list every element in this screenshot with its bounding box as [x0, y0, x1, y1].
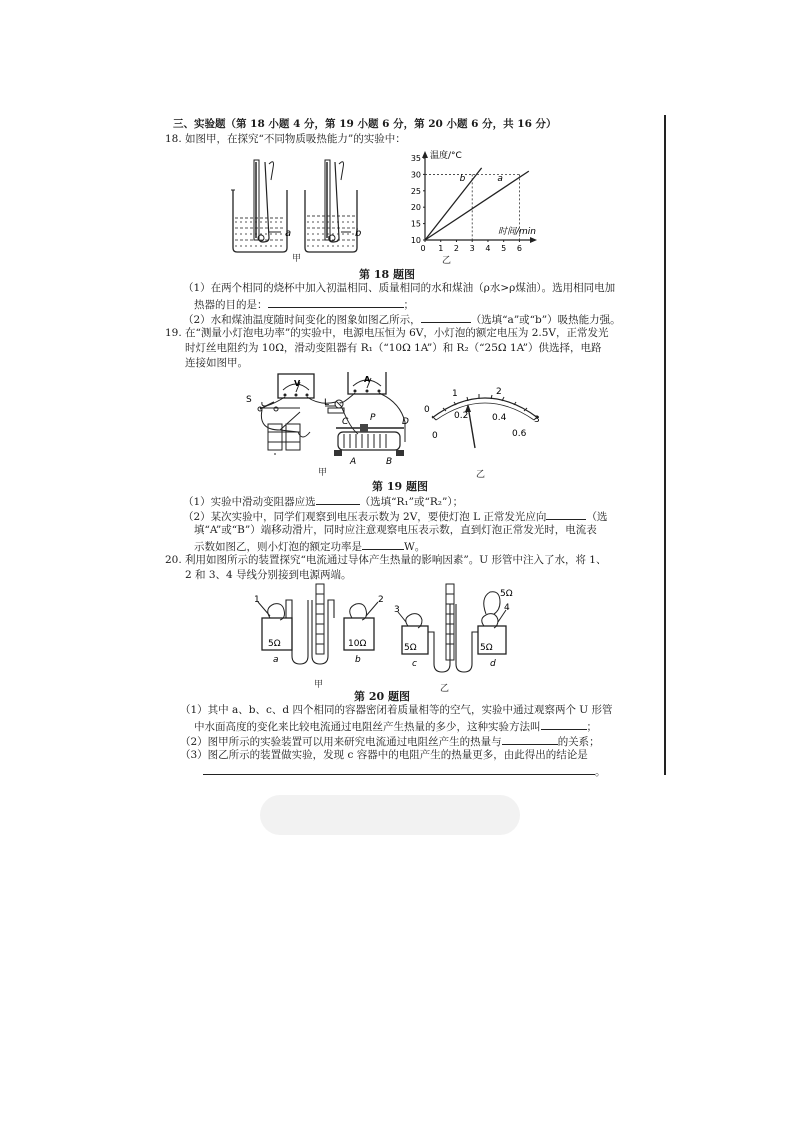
q20-p2-prefix: （2）图甲所示的实验装置可以用来研究电流通过电阻丝产生的热量与	[180, 736, 502, 748]
beaker-label-b: b	[355, 228, 362, 239]
q20-resistor-5c: 5Ω	[404, 643, 417, 653]
q19-p2-line2: 填“A”或“B”）端移动滑片，同时应注意观察电压表示数，直到灯泡正常发光时，电流表	[194, 524, 597, 536]
q19-circuit-figure	[240, 372, 430, 472]
q19-ammeter-dial	[420, 380, 550, 450]
q18-answer-blank-1[interactable]	[268, 296, 404, 308]
chart-x-arrow	[530, 237, 537, 243]
q20-answer-blank-3[interactable]	[203, 763, 595, 775]
q19-stem-line3: 连接如图甲。	[185, 357, 248, 369]
slider-p-label: P	[370, 413, 376, 423]
terminal-a-label: A	[350, 457, 357, 467]
q20-answer-blank-2[interactable]	[502, 733, 558, 745]
q20-p1-line1: （1）其中 a、b、c、d 四个相同的容器密闭着质量相等的空气，实验中通过观察两个 U 形管	[180, 704, 613, 716]
q20-wire-4: 4	[504, 603, 510, 613]
q19-answer-blank-1[interactable]	[316, 493, 360, 505]
dial-top-1: 1	[452, 389, 458, 399]
q20-resistor-5a: 5Ω	[268, 639, 281, 649]
q20-container-c: c	[412, 659, 417, 669]
q18-p2-prefix: （2）水和煤油温度随时间变化的图象如图乙所示，	[183, 314, 421, 326]
chart-ytick-label-30: 30	[410, 170, 421, 180]
ammeter-label: A	[364, 375, 371, 384]
q19-p2-prefix-2: 示数如图乙，则小灯泡的额定功率是	[194, 541, 362, 553]
chart-ytick-label-35: 35	[410, 154, 421, 163]
q19-p2-suffix: W。	[404, 541, 426, 553]
chart-series-label-b: b	[459, 173, 466, 184]
q20-stem-line1: 20. 利用如图所示的装置探究“电流通过导体产生热量的影响因素”。U 形管中注入了水，将 1、	[165, 554, 607, 566]
lamp-label: L	[324, 398, 330, 408]
q20-p3-answer-line	[203, 763, 606, 780]
q18-temperature-chart	[400, 148, 540, 260]
dial-bottom-0: 0	[432, 431, 438, 441]
q19-p1-prefix: （1）实验中滑动变阻器应选	[183, 496, 316, 508]
dial-outer-arc	[432, 398, 538, 418]
dial-top-0: 0	[424, 405, 430, 415]
battery	[268, 424, 300, 454]
chart-xtick-label-3: 3	[469, 244, 475, 253]
q20-label-yi: 乙	[440, 684, 450, 694]
voltmeter-label: V	[294, 379, 301, 388]
q20-caption: 第 20 题图	[354, 690, 410, 703]
q19-answer-blank-2[interactable]	[546, 508, 586, 520]
chart-xtick-label-6: 6	[516, 244, 522, 253]
dial-inner-arc	[436, 403, 534, 420]
q20-resistor-5top: 5Ω	[500, 589, 513, 599]
chart-ytick-label-10: 10	[410, 236, 421, 245]
q18-p1-line1: （1）在两个相同的烧杯中加入初温相同、质量相同的水和煤油（ρ水>ρ煤油）。选用相同电加	[183, 282, 616, 294]
q20-apparatus-jia	[258, 584, 378, 664]
q19-p1-suffix: （选填“R₁”或“R₂”）；	[359, 496, 464, 508]
q20-resistor-5d: 5Ω	[480, 643, 493, 653]
q19-caption: 第 19 题图	[372, 480, 428, 493]
q19-stem-line1: 19. 在“测量小灯泡电功率”的实验中，电源电压恒为 6V，小灯泡的额定电压为 2.5V，正常发光	[165, 327, 609, 339]
chart-xtick-label-0: 0	[420, 244, 426, 253]
q20-wire-2: 2	[378, 595, 384, 605]
dial-top-2: 2	[496, 387, 502, 397]
q19-stem-line2: 时灯丝电阻约为 10Ω，滑动变阻器有 R₁（“10Ω 1A”）和 R₂（“25Ω 1A”）供选择，电路	[185, 342, 602, 354]
q19-answer-blank-3[interactable]	[362, 538, 404, 550]
chart-ytick-label-25: 25	[410, 186, 421, 196]
chart-ytick-label-20: 20	[410, 203, 421, 213]
beaker-label-a: a	[285, 228, 292, 239]
q18-beakers-figure	[225, 150, 375, 260]
q20-answer-blank-1[interactable]	[541, 718, 587, 730]
switch-label: S	[246, 395, 252, 405]
q18-label-yi: 乙	[442, 256, 452, 266]
q19-label-jia: 甲	[318, 468, 328, 478]
q20-p1-prefix: 中水面高度的变化来比较电流通过电阻丝产生热量的多少，这种实验方法叫	[194, 721, 541, 733]
chart-title: 温度/°C	[430, 151, 462, 161]
q18-caption: 第 18 题图	[359, 268, 415, 281]
dial-needle	[468, 406, 475, 448]
q20-p1-suffix: ；	[586, 721, 597, 733]
chart-ytick-label-15: 15	[410, 219, 421, 229]
chart-xtick-label-2: 2	[453, 244, 460, 253]
chart-xtick-label-5: 5	[501, 244, 507, 253]
q20-container-b: b	[355, 655, 361, 665]
q20-wire-1: 1	[254, 595, 260, 605]
q20-container-a: a	[273, 655, 279, 665]
q19-p2-prefix: （2）某次实验中，同学们观察到电压表示数为 2V，要使灯泡 L 正常发光应向	[183, 511, 547, 523]
q18-p1-prefix: 热器的目的是：	[194, 299, 268, 311]
q20-label-jia: 甲	[314, 680, 324, 690]
q20-p2-suffix: 的关系；	[557, 736, 600, 748]
chart-y-arrow	[422, 151, 428, 158]
terminal-b-label: B	[386, 457, 393, 467]
q20-p3-suffix: 。	[595, 766, 606, 778]
terminal-d-label: D	[402, 417, 409, 427]
chart-xtick-label-1: 1	[438, 244, 444, 253]
q18-p2-suffix: （选填“a”或“b”）吸热能力强。	[470, 314, 621, 326]
chart-series-line-b	[425, 168, 482, 240]
rheostat	[334, 424, 404, 456]
q20-stem-line2: 2 和 3、4 导线分别接到电源两端。	[185, 569, 352, 581]
chart-series-label-a: a	[497, 173, 503, 184]
dial-bottom-02: 0.2	[454, 411, 469, 421]
terminal-c-label: C	[342, 417, 349, 427]
dial-top-3: 3	[534, 415, 540, 425]
q19-p2-mid: （选	[586, 511, 608, 523]
q18-label-jia: 甲	[292, 254, 302, 264]
q20-figure	[250, 580, 520, 690]
q18-stem: 18. 如图甲，在探究“不同物质吸热能力”的实验中：	[165, 133, 406, 145]
switch-s	[258, 402, 278, 411]
q18-answer-blank-2[interactable]	[421, 311, 471, 323]
section-header: 三、实验题（第 18 小题 4 分，第 19 小题 6 分，第 20 小题 6 分，共 16 分）	[173, 118, 557, 130]
q20-p3-line: （3）图乙所示的装置做实验，发现 c 容器中的电阻产生的热量更多，由此得出的结论是	[180, 749, 588, 761]
scan-smudge	[260, 795, 520, 835]
beaker-b	[305, 160, 357, 252]
q19-label-yi: 乙	[476, 470, 486, 480]
beaker-a	[231, 160, 287, 252]
chart-xlabel: 时间/min	[498, 227, 537, 237]
chart-xtick-label-4: 4	[485, 244, 491, 253]
dial-bottom-04: 0.4	[492, 413, 507, 423]
q20-resistor-10: 10Ω	[348, 639, 367, 649]
q20-container-d: d	[490, 659, 496, 669]
q20-wire-3: 3	[394, 605, 400, 615]
dial-bottom-06: 0.6	[512, 429, 527, 439]
column-divider	[664, 115, 666, 775]
q18-p1-suffix: ；	[403, 299, 414, 311]
